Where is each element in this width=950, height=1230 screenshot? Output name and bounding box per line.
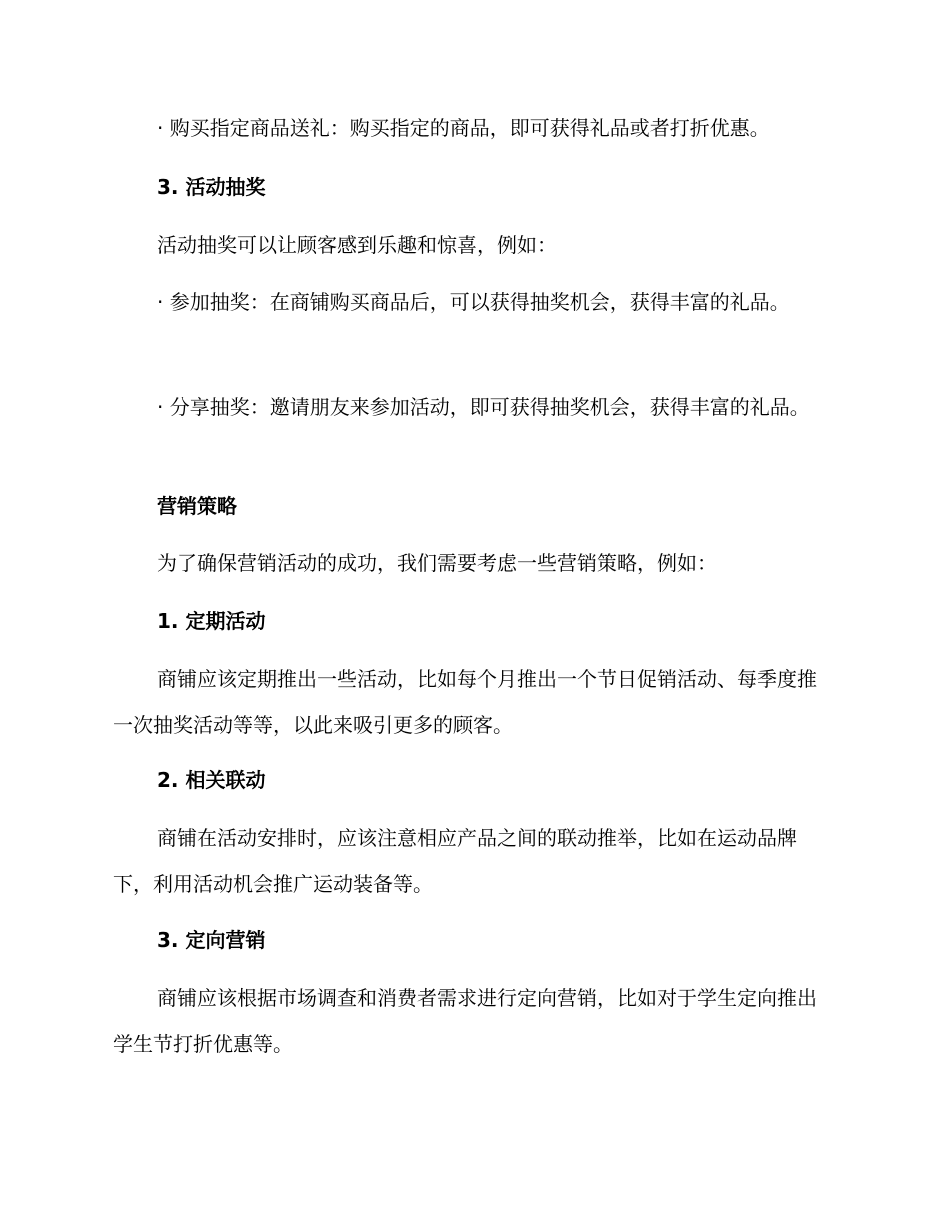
heading-related-linkage: 2. 相关联动 xyxy=(157,768,266,792)
paragraph-lottery-intro: 活动抽奖可以让顾客感到乐趣和惊喜，例如： xyxy=(157,233,557,257)
paragraph-regular-activities: 商铺应该定期推出一些活动，比如每个月推出一个节日促销活动、每季度推一次抽奖活动等等，以此来吸引更多的顾客。 xyxy=(113,667,817,737)
paragraph-targeted-marketing: 商铺应该根据市场调查和消费者需求进行定向营销，比如对于学生定向推出学生节打折优惠等。 xyxy=(113,986,817,1056)
paragraph-related-linkage: 商铺在活动安排时，应该注意相应产品之间的联动推举，比如在运动品牌下，利用活动机会推广运动装备等。 xyxy=(113,826,797,896)
paragraph-join-lottery: · 参加抽奖：在商铺购买商品后，可以获得抽奖机会，获得丰富的礼品。 xyxy=(157,290,790,314)
heading-targeted-marketing: 3. 定向营销 xyxy=(157,928,266,952)
heading-lottery: 3. 活动抽奖 xyxy=(157,175,266,199)
paragraph-share-lottery: · 分享抽奖：邀请朋友来参加活动，即可获得抽奖机会，获得丰富的礼品。 xyxy=(157,395,810,419)
heading-regular-activities: 1. 定期活动 xyxy=(157,609,266,633)
paragraph-strategy-intro: 为了确保营销活动的成功，我们需要考虑一些营销策略，例如： xyxy=(157,551,717,575)
paragraph-gift-purchase: · 购买指定商品送礼：购买指定的商品，即可获得礼品或者打折优惠。 xyxy=(157,116,770,140)
heading-marketing-strategy: 营销策略 xyxy=(157,494,237,518)
